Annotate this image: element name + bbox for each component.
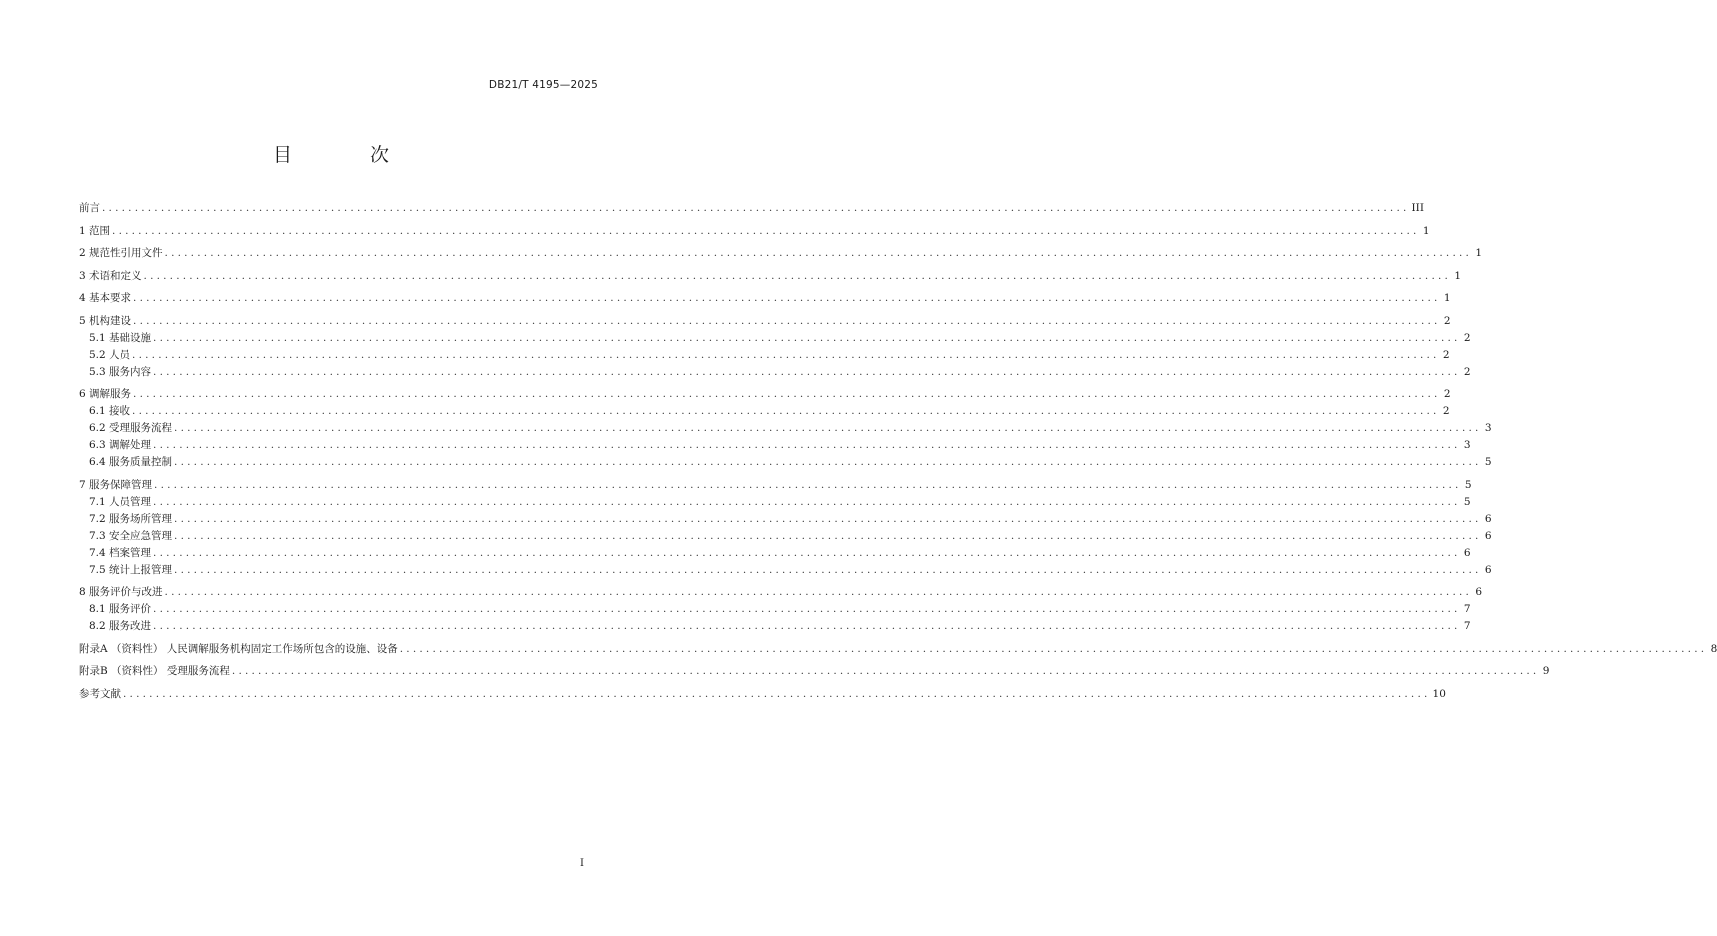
toc-entry-page: 3 <box>1463 439 1471 451</box>
toc-entry[interactable] <box>79 562 1492 579</box>
toc-entry-label: 8 服务评价与改进 <box>79 586 163 598</box>
toc-leader-dots: ........................................................................................................................................................................................................ <box>153 365 1461 378</box>
toc-entry-label: 8.1 服务评价 <box>89 603 152 615</box>
toc-entry-page: 7 <box>1463 603 1471 615</box>
toc-entry-label: 1 范围 <box>79 224 111 237</box>
toc-entry[interactable] <box>79 494 1471 511</box>
toc-leader-dots: ........................................................................................................................................................................................................ <box>153 603 1461 615</box>
toc-entry-page: 8 <box>1710 642 1717 655</box>
toc-entry[interactable] <box>79 641 1717 658</box>
toc-entry-page: 3 <box>1484 422 1492 434</box>
toc-entry[interactable] <box>79 245 1483 262</box>
toc-entry[interactable] <box>79 420 1492 437</box>
toc-leader-dots: ........................................................................................................................................................................................................ <box>153 331 1461 344</box>
toc-entry[interactable] <box>79 528 1492 545</box>
toc-leader-dots: ........................................................................................................................................................................................................ <box>153 546 1461 559</box>
toc-leader-dots: ........................................................................................................................................................................................................ <box>132 348 1440 361</box>
toc-entry-page: 6 <box>1484 512 1492 525</box>
toc-leader-dots: ........................................................................................................................................................................................................ <box>153 620 1461 632</box>
toc-entry-label: 7.4 档案管理 <box>89 546 152 559</box>
toc-entry-label: 2 规范性引用文件 <box>79 247 163 259</box>
toc-entry-page: 1 <box>1443 292 1451 304</box>
toc-entry-page: 1 <box>1422 224 1430 237</box>
toc-leader-dots: ........................................................................................................................................................................................................ <box>143 269 1452 282</box>
toc-entry-label: 5 机构建设 <box>79 314 132 327</box>
toc-entry-page: 6 <box>1484 563 1492 576</box>
toc-entry-page: 9 <box>1542 665 1550 677</box>
toc-entry[interactable] <box>79 454 1492 471</box>
toc-leader-dots: ........................................................................................................................................................................................................ <box>174 456 1482 468</box>
toc-leader-dots: ........................................................................................................................................................................................................ <box>164 586 1473 598</box>
toc-entry[interactable] <box>79 223 1430 240</box>
toc-entry-page: 6 <box>1484 529 1492 542</box>
toc-entry-label: 5.1 基础设施 <box>89 331 152 344</box>
toc-entry-page: 6 <box>1463 546 1471 559</box>
toc-entry-label: 7.1 人员管理 <box>89 495 152 508</box>
toc-leader-dots: ........................................................................................................................................................................................................ <box>123 687 1431 700</box>
toc-entry-label: 6.1 接收 <box>89 405 131 417</box>
toc-entry-page: 2 <box>1442 348 1450 361</box>
toc-leader-dots: ........................................................................................................................................................................................................ <box>231 665 1540 677</box>
toc-leader-dots: ........................................................................................................................................................................................................ <box>174 563 1482 576</box>
toc-entry[interactable] <box>79 584 1483 601</box>
table-of-contents <box>79 200 1717 703</box>
toc-entry-label: 附录A （资料性） 人民调解服务机构固定工作场所包含的设施、设备 <box>79 642 398 655</box>
toc-entry-page: 5 <box>1464 478 1472 491</box>
toc-entry[interactable] <box>79 663 1550 680</box>
toc-entry-label: 7.5 统计上报管理 <box>89 563 173 576</box>
toc-entry-label: 7.3 安全应急管理 <box>89 529 173 542</box>
toc-entry[interactable] <box>79 364 1471 381</box>
toc-entry-label: 6.3 调解处理 <box>89 439 152 451</box>
toc-leader-dots: ........................................................................................................................................................................................................ <box>112 224 1420 237</box>
toc-entry-label: 参考文献 <box>79 687 121 700</box>
toc-entry[interactable] <box>79 330 1471 347</box>
toc-entry-label: 8.2 服务改进 <box>89 620 152 632</box>
toc-entry-label: 5.3 服务内容 <box>89 365 152 378</box>
toc-entry[interactable] <box>79 511 1492 528</box>
page-title: 目 次 <box>272 144 426 166</box>
toc-entry-page: 5 <box>1484 456 1492 468</box>
toc-entry[interactable] <box>79 437 1471 454</box>
toc-entry-label: 前言 <box>79 202 100 214</box>
toc-entry-label: 5.2 人员 <box>89 348 131 361</box>
toc-leader-dots: ........................................................................................................................................................................................................ <box>399 642 1708 655</box>
toc-leader-dots: ........................................................................................................................................................................................................ <box>132 405 1440 417</box>
document-code: DB21/T 4195—2025 <box>488 79 598 91</box>
toc-entry[interactable] <box>79 477 1472 494</box>
toc-entry-label: 附录B （资料性） 受理服务流程 <box>79 665 230 677</box>
toc-entry-page: 2 <box>1443 314 1451 327</box>
toc-entry-label: 6.4 服务质量控制 <box>89 456 173 468</box>
toc-entry-page: 1 <box>1454 269 1462 282</box>
toc-entry[interactable] <box>79 686 1446 703</box>
toc-entry-page: III <box>1411 202 1424 214</box>
toc-entry-label: 6 调解服务 <box>79 388 132 400</box>
toc-entry-label: 4 基本要求 <box>79 292 132 304</box>
toc-leader-dots: ........................................................................................................................................................................................................ <box>174 422 1482 434</box>
toc-leader-dots: ........................................................................................................................................................................................................ <box>133 314 1441 327</box>
toc-leader-dots: ........................................................................................................................................................................................................ <box>102 202 1410 214</box>
toc-entry-page: 2 <box>1463 331 1471 344</box>
toc-entry-page: 2 <box>1443 388 1451 400</box>
toc-entry-page: 7 <box>1463 620 1471 632</box>
toc-leader-dots: ........................................................................................................................................................................................................ <box>153 495 1461 508</box>
toc-leader-dots: ........................................................................................................................................................................................................ <box>174 512 1482 525</box>
toc-leader-dots: ........................................................................................................................................................................................................ <box>133 292 1441 304</box>
toc-entry-page: 2 <box>1463 365 1471 378</box>
toc-entry-label: 3 术语和定义 <box>79 269 142 282</box>
toc-entry-label: 7.2 服务场所管理 <box>89 512 173 525</box>
toc-entry[interactable] <box>79 545 1471 562</box>
toc-entry[interactable] <box>79 618 1471 635</box>
toc-leader-dots: ........................................................................................................................................................................................................ <box>133 388 1441 400</box>
toc-entry[interactable] <box>79 403 1450 420</box>
toc-entry[interactable] <box>79 268 1462 285</box>
toc-entry-page: 1 <box>1475 247 1483 259</box>
toc-entry[interactable] <box>79 200 1424 217</box>
toc-entry-page: 6 <box>1475 586 1483 598</box>
toc-entry-page: 5 <box>1463 495 1471 508</box>
toc-entry[interactable] <box>79 601 1471 618</box>
toc-entry[interactable] <box>79 290 1451 307</box>
toc-entry-page: 2 <box>1442 405 1450 417</box>
toc-entry[interactable] <box>79 313 1451 330</box>
toc-leader-dots: ........................................................................................................................................................................................................ <box>174 529 1482 542</box>
toc-leader-dots: ........................................................................................................................................................................................................ <box>153 439 1461 451</box>
toc-entry-label: 6.2 受理服务流程 <box>89 422 173 434</box>
toc-entry-label: 7 服务保障管理 <box>79 478 153 491</box>
toc-entry[interactable] <box>79 347 1450 364</box>
toc-leader-dots: ........................................................................................................................................................................................................ <box>154 478 1462 491</box>
toc-entry[interactable] <box>79 386 1451 403</box>
toc-entry-page: 10 <box>1432 687 1446 700</box>
page-number: I <box>580 858 584 869</box>
toc-leader-dots: ........................................................................................................................................................................................................ <box>164 247 1473 259</box>
